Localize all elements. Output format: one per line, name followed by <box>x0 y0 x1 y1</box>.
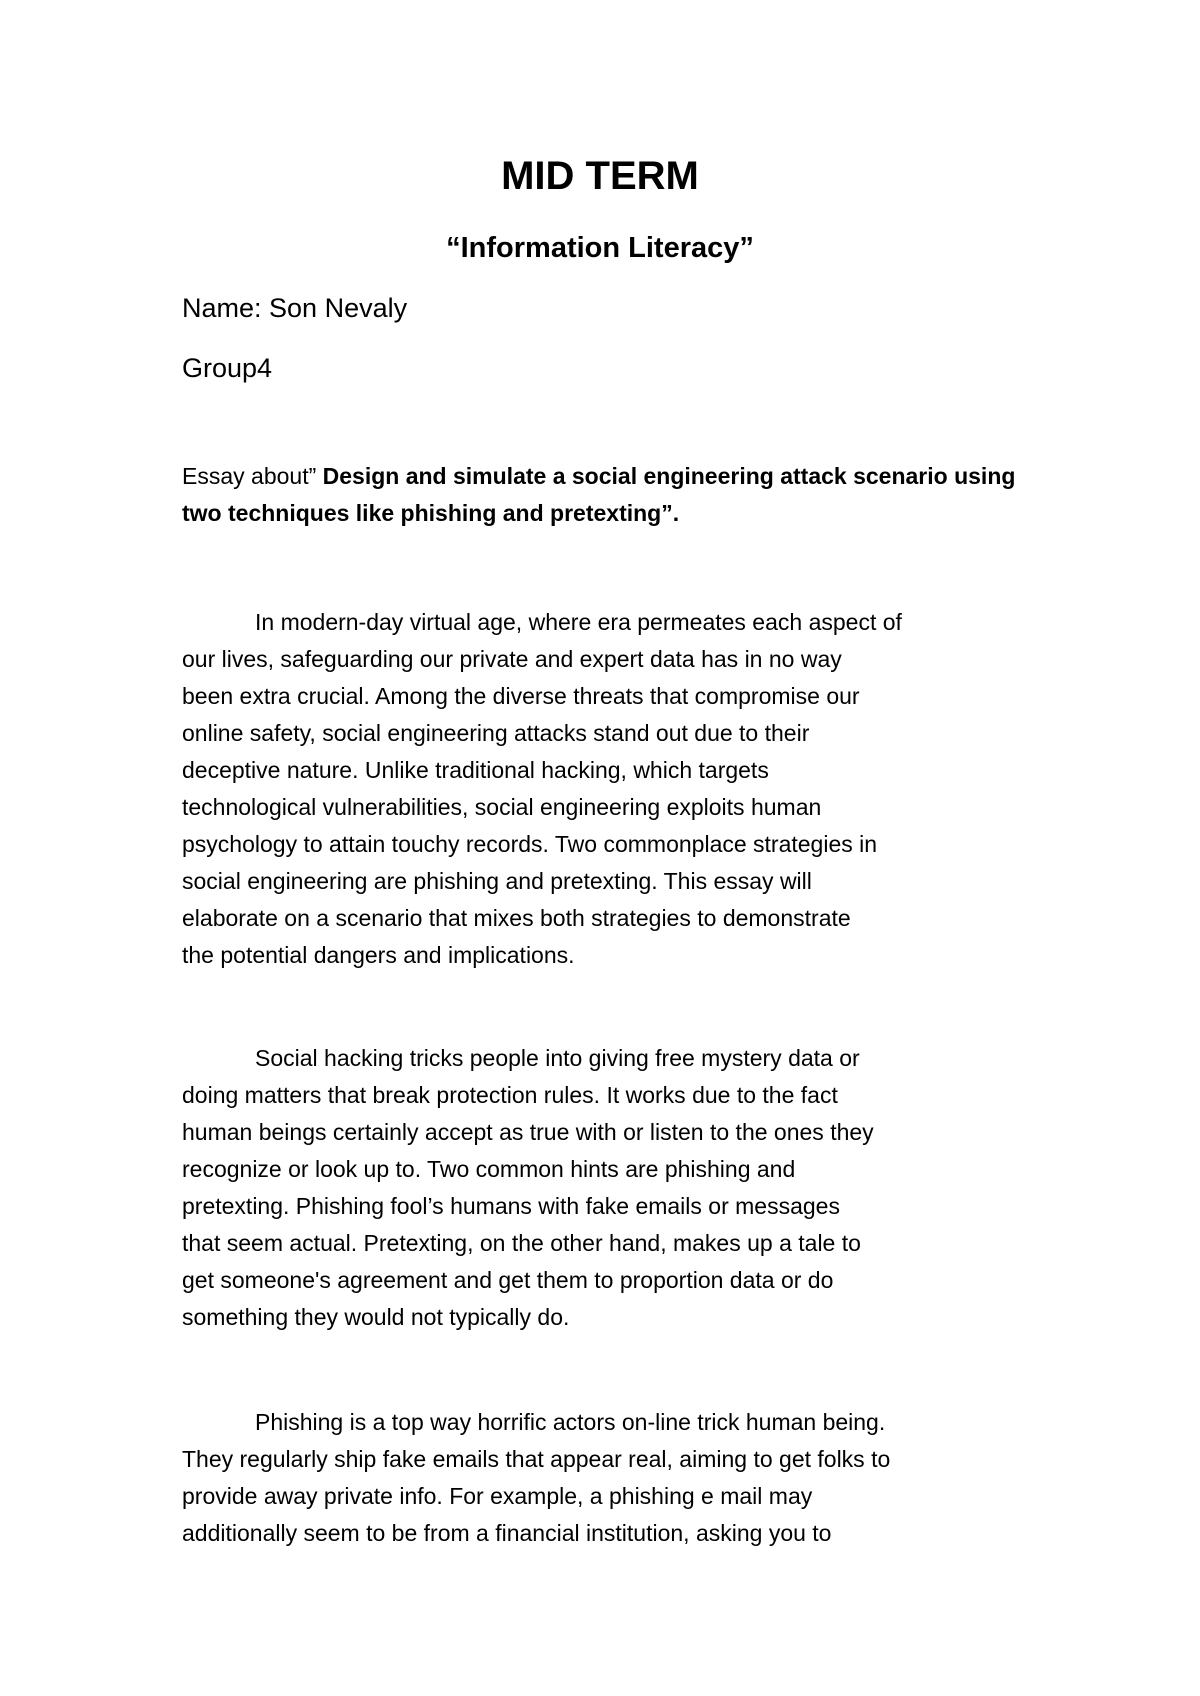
paragraph-line: our lives, safeguarding our private and expert data has in no way <box>182 646 842 672</box>
student-name: Name: Son Nevaly <box>182 293 408 323</box>
essay-topic-bold: Design and simulate a social engineering attack scenario using two techniques like phishing and pretexting” <box>182 463 1016 526</box>
paragraph-line: social engineering are phishing and pretexting. This essay will <box>182 868 812 894</box>
paragraph-line: deceptive nature. Unlike traditional hacking, which targets <box>182 757 769 783</box>
paragraph-line: Phishing is a top way horrific actors on-line trick human being. <box>255 1409 886 1435</box>
paragraph-line: additionally seem to be from a financial institution, asking you to <box>182 1520 832 1546</box>
essay-topic <box>182 458 1042 532</box>
paragraph-line: elaborate on a scenario that mixes both strategies to demonstrate <box>182 905 851 931</box>
paragraph-line: been extra crucial. Among the diverse threats that compromise our <box>182 683 860 709</box>
paragraph-line: pretexting. Phishing fool’s humans with fake emails or messages <box>182 1193 840 1219</box>
paragraph-line: In modern-day virtual age, where era permeates each aspect of <box>255 609 902 635</box>
paragraph-line: doing matters that break protection rules. It works due to the fact <box>182 1082 838 1108</box>
essay-topic-prefix: Essay about” <box>182 463 323 489</box>
paragraph-line: online safety, social engineering attacks stand out due to their <box>182 720 810 746</box>
paragraph-line: They regularly ship fake emails that appear real, aiming to get folks to <box>182 1446 891 1472</box>
paragraph-line: human beings certainly accept as true with or listen to the ones they <box>182 1119 874 1145</box>
paragraph-line: that seem actual. Pretexting, on the other hand, makes up a tale to <box>182 1230 861 1256</box>
paragraph-line: Social hacking tricks people into giving free mystery data or <box>255 1045 860 1071</box>
essay-paragraph-1 <box>182 604 1032 974</box>
document-subtitle: “Information Literacy” <box>446 232 754 264</box>
document-title: MID TERM <box>501 154 699 198</box>
essay-paragraph-3 <box>182 1404 1032 1552</box>
paragraph-line: something they would not typically do. <box>182 1304 570 1330</box>
paragraph-line: psychology to attain touchy records. Two commonplace strategies in <box>182 831 878 857</box>
paragraph-line: the potential dangers and implications. <box>182 942 575 968</box>
paragraph-line: get someone's agreement and get them to proportion data or do <box>182 1267 834 1293</box>
paragraph-line: provide away private info. For example, a phishing e mail may <box>182 1483 813 1509</box>
paragraph-line: recognize or look up to. Two common hints are phishing and <box>182 1156 796 1182</box>
paragraph-line: technological vulnerabilities, social engineering exploits human <box>182 794 822 820</box>
essay-paragraph-2 <box>182 1040 1032 1336</box>
student-group: Group4 <box>182 353 273 383</box>
essay-topic-suffix: . <box>672 500 680 526</box>
